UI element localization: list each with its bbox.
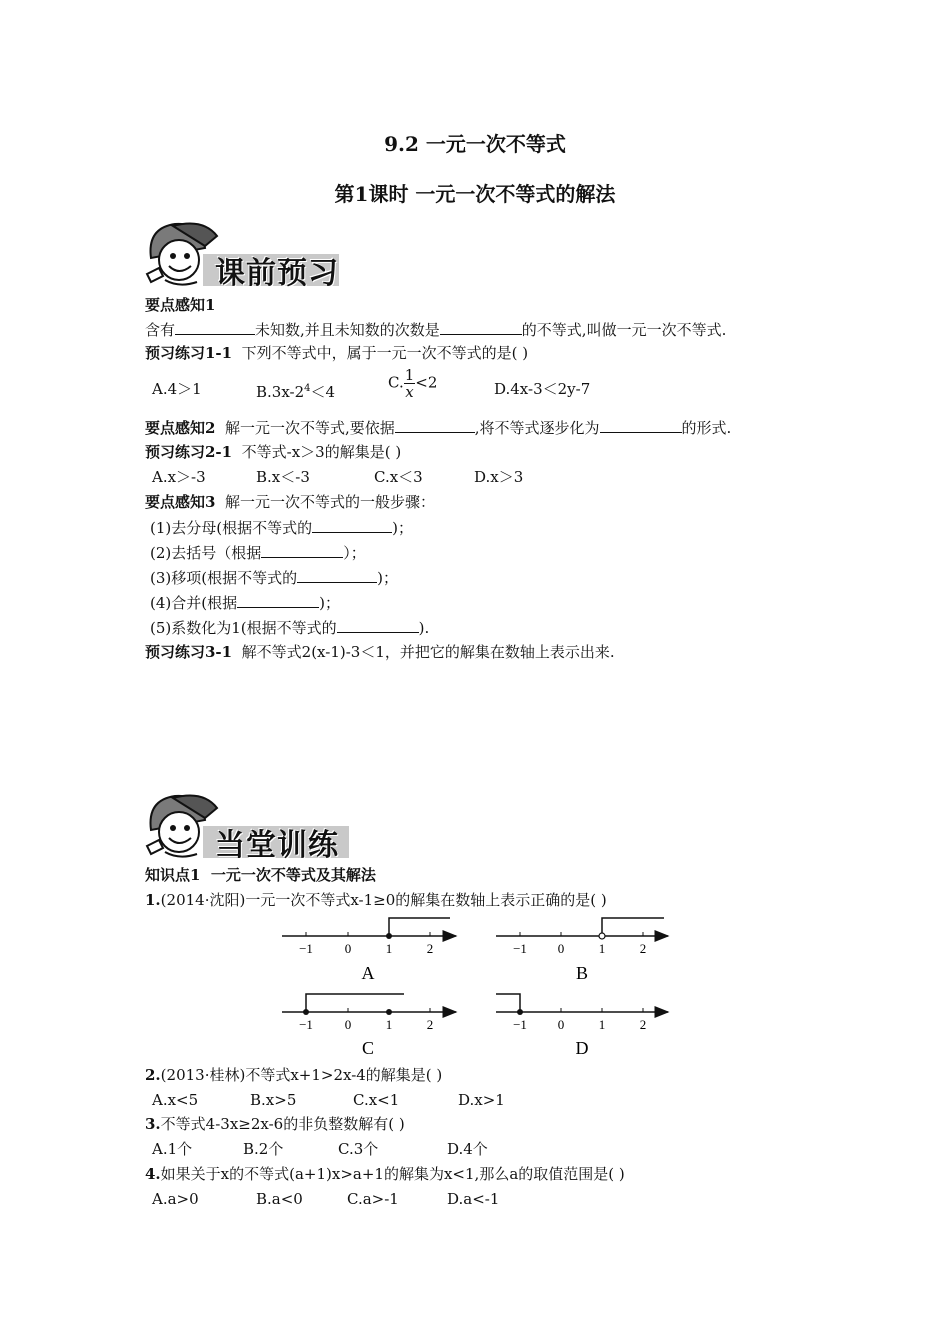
option-c: C.3个 xyxy=(338,1140,379,1158)
option-d: D.a<-1 xyxy=(447,1190,500,1208)
blank[interactable] xyxy=(395,417,475,433)
tick-label: 1 xyxy=(598,1017,606,1032)
lesson-title: 第1课时 一元一次不等式的解法 xyxy=(334,182,616,206)
tick-label: −1 xyxy=(513,941,527,956)
step-3: (3)移项(根据不等式的 )； xyxy=(150,569,398,587)
tick-label: −1 xyxy=(299,1017,313,1032)
tick-label: 0 xyxy=(557,1017,565,1032)
exercise-1-1: 预习练习1-1 下列不等式中，属于一元一次不等式的是( ) xyxy=(145,344,529,362)
step-2: (2)去括号（根据 ）； xyxy=(150,544,366,562)
blank[interactable] xyxy=(175,319,255,335)
tick-label: 2 xyxy=(639,941,647,956)
number-line-a[interactable] xyxy=(282,918,456,983)
option-b: B.x＜-3 xyxy=(256,468,310,486)
tick-label: 1 xyxy=(598,941,606,956)
point-text-3: 要点感知3 解一元一次不等式的一般步骤： xyxy=(145,493,435,511)
tick-label: −1 xyxy=(299,941,313,956)
option-a: A.4＞1 xyxy=(152,380,202,398)
tick-label: 0 xyxy=(557,941,565,956)
option-c: C.x<1 xyxy=(353,1091,400,1109)
step-4: (4)合并(根据 )； xyxy=(150,594,340,612)
blank[interactable] xyxy=(312,517,392,533)
option-d: D.4个 xyxy=(447,1140,488,1158)
practice-banner-text: 当堂训练 xyxy=(215,828,339,863)
number-line-options xyxy=(270,915,690,1065)
option-label: D xyxy=(575,1038,589,1058)
option-label: C xyxy=(361,1038,375,1058)
tick-label: 2 xyxy=(426,941,434,956)
blank[interactable] xyxy=(237,592,319,608)
fraction: $\frac{1}{x}$ xyxy=(404,366,415,401)
blank[interactable] xyxy=(440,319,522,335)
number-line-c[interactable] xyxy=(282,994,456,1058)
option-b: B.x>5 xyxy=(250,1091,297,1109)
tick-label: −1 xyxy=(513,1017,527,1032)
knowledge-point-1: 知识点1 一元一次不等式及其解法 xyxy=(145,866,376,884)
option-d: D.x>1 xyxy=(458,1091,505,1109)
option-b: $B.3x-2^4<4$ xyxy=(256,383,336,401)
blank[interactable] xyxy=(600,417,682,433)
number-line-b[interactable] xyxy=(496,918,668,983)
option-a: A.a>0 xyxy=(152,1190,199,1208)
tick-label: 0 xyxy=(344,941,352,956)
option-d: D.4x-3＜2y-7 xyxy=(494,380,591,398)
step-5: (5)系数化为1(根据不等式的 ). xyxy=(150,619,430,637)
tick-label: 2 xyxy=(426,1017,434,1032)
option-d: D.x＞3 xyxy=(474,468,524,486)
option-a: A.x＞-3 xyxy=(152,468,206,486)
blank[interactable] xyxy=(337,617,419,633)
option-b: B.2个 xyxy=(243,1140,284,1158)
tick-label: 2 xyxy=(639,1017,647,1032)
practice-banner xyxy=(143,788,353,863)
option-b: B.a<0 xyxy=(256,1190,303,1208)
option-label: B xyxy=(575,963,589,983)
question-3: 3.不等式4-3x≥2x-6的非负整数解有( ) xyxy=(145,1115,405,1133)
option-c: C. $\frac{1}{x}$ <2 xyxy=(388,366,438,401)
option-c: C.x＜3 xyxy=(374,468,423,486)
option-label: A xyxy=(361,963,375,983)
question-2: 2.(2013·桂林)不等式x+1>2x-4的解集是( ) xyxy=(145,1066,443,1084)
tick-label: 1 xyxy=(385,941,393,956)
step-1: (1)去分母(根据不等式的 )； xyxy=(150,519,413,537)
point-text-2: 要点感知2 解一元一次不等式,要依据 ,将不等式逐步化为 的形式. xyxy=(145,419,732,437)
option-a: A.x<5 xyxy=(152,1091,199,1109)
exercise-3-1: 预习练习3-1 解不等式2(x-1)-3＜1，并把它的解集在数轴上表示出来. xyxy=(145,643,615,661)
tick-label: 0 xyxy=(344,1017,352,1032)
point-heading-1: 要点感知1 xyxy=(145,296,216,314)
option-c: C.a>-1 xyxy=(347,1190,399,1208)
tick-label: 1 xyxy=(385,1017,393,1032)
option-a: A.1个 xyxy=(152,1140,193,1158)
question-1: 1.(2014·沈阳)一元一次不等式x-1≥0的解集在数轴上表示正确的是( ) xyxy=(145,891,607,909)
number-line-d[interactable] xyxy=(496,994,668,1058)
blank[interactable] xyxy=(297,567,377,583)
point-text-1: 含有 未知数,并且未知数的次数是 的不等式,叫做一元一次不等式. xyxy=(145,321,727,339)
blank[interactable] xyxy=(261,542,343,558)
question-4: 4.如果关于x的不等式(a+1)x>a+1的解集为x<1,那么a的取值范围是( ) xyxy=(145,1165,625,1183)
section-title: 9.2 一元一次不等式 xyxy=(384,132,566,156)
preview-banner-text: 课前预习 xyxy=(215,256,339,291)
exercise-2-1: 预习练习2-1 不等式-x＞3的解集是( ) xyxy=(145,443,402,461)
preview-banner xyxy=(143,218,343,291)
